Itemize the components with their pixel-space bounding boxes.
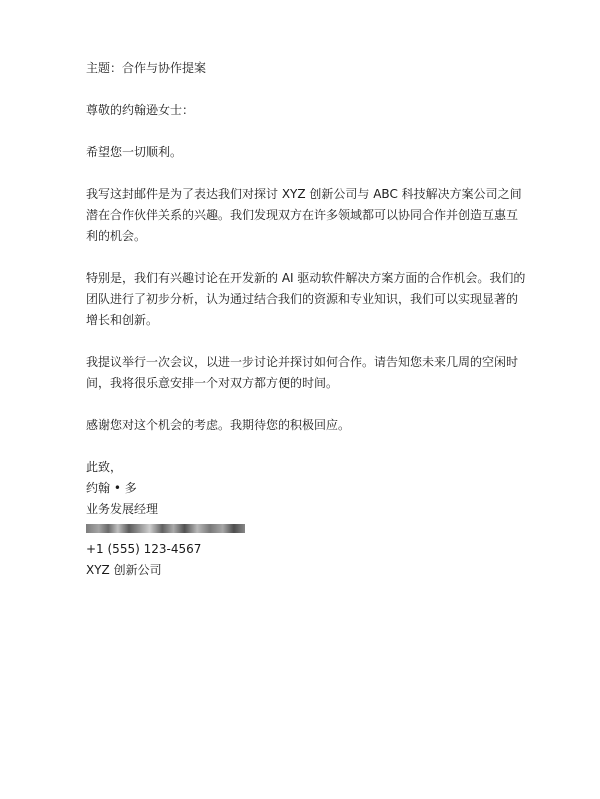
letter-body	[86, 58, 526, 581]
closing-thanks: 感谢您对这个机会的考虑。我期待您的积极回应。	[86, 418, 351, 432]
body-paragraph-1: 我写这封邮件是为了表达我们对探讨 XYZ 创新公司与 ABC 科技解决方案公司之间潜在合作伙伴关系的兴趣。我们发现双方在许多领域都可以协同合作并创造互惠互利的机会。	[86, 187, 522, 243]
sender-company: XYZ 创新公司	[86, 563, 162, 577]
sender-phone: +1 (555) 123-4567	[86, 542, 202, 556]
greeting-line: 希望您一切顺利。	[86, 145, 183, 159]
sender-title: 业务发展经理	[86, 502, 159, 516]
subject-line: 主题：合作与协作提案	[86, 61, 207, 75]
sign-off: 此致，	[86, 460, 123, 474]
body-paragraph-3: 我提议举行一次会议，以进一步讨论并探讨如何合作。请告知您未来几周的空闲时间，我将很乐意安排一个对双方都方便的时间。	[86, 355, 519, 390]
salutation: 尊敬的约翰逊女士：	[86, 103, 195, 117]
redacted-email-bar	[86, 524, 245, 533]
body-paragraph-2: 特别是，我们有兴趣讨论在开发新的 AI 驱动软件解决方案方面的合作机会。我们的团队进行了初步分析，认为通过结合我们的资源和专业知识，我们可以实现显著的增长和创新。	[86, 271, 526, 327]
sender-name: 约翰 • 多	[86, 481, 137, 495]
